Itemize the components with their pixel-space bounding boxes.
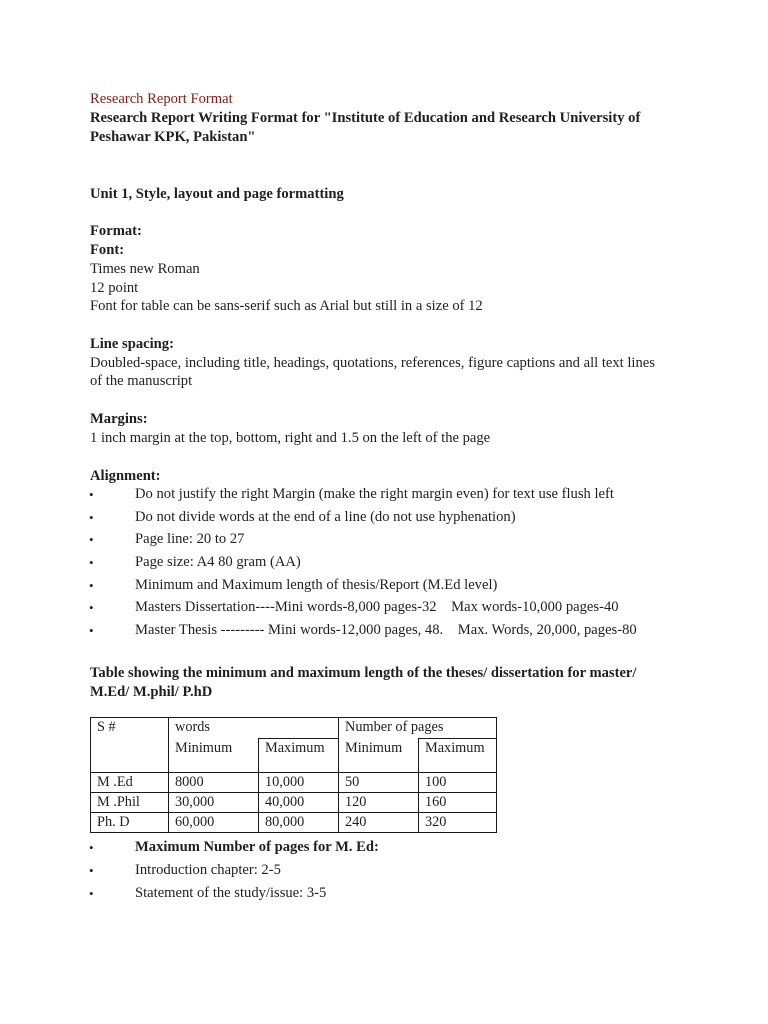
bullet-icon: •: [89, 623, 94, 638]
bullet-icon: •: [89, 532, 94, 547]
list-item: Page line: 20 to 27: [135, 531, 245, 547]
table-subheader-cell: Maximum: [419, 739, 497, 773]
unit-heading: Unit 1, Style, layout and page formatting: [90, 186, 344, 202]
document-title-line-2: Peshawar KPK, Pakistan": [90, 129, 256, 145]
list-item: Page size: A4 80 gram (AA): [135, 554, 301, 570]
table-row: [91, 773, 497, 793]
bullet-icon: •: [89, 886, 94, 901]
bullet-icon: •: [89, 510, 94, 525]
table-row: [91, 813, 497, 833]
table-subheader-cell: Minimum: [339, 739, 419, 773]
document-heading: Research Report Format: [90, 91, 233, 107]
font-line: Times new Roman: [90, 261, 200, 277]
table-cell: 40,000: [259, 793, 339, 813]
table-cell: 8000: [169, 773, 259, 793]
table-subheader-cell: Maximum: [259, 739, 339, 773]
list-item: Do not divide words at the end of a line (do not use hyphenation): [135, 509, 516, 525]
list-item: Masters Dissertation----Mini words-8,000 pages-32 Max words-10,000 pages-40: [135, 599, 619, 615]
table-cell: 240: [339, 813, 419, 833]
list-item: Introduction chapter: 2-5: [135, 862, 281, 878]
font-line: 12 point: [90, 280, 139, 296]
table-row: [91, 793, 497, 813]
list-item: Minimum and Maximum length of thesis/Report (M.Ed level): [135, 577, 498, 593]
list-item: Do not justify the right Margin (make the right margin even) for text use flush left: [135, 486, 614, 502]
table-cell: 100: [419, 773, 497, 793]
bullet-icon: •: [89, 555, 94, 570]
table-caption-line-2: M.Ed/ M.phil/ P.hD: [90, 684, 213, 700]
table-cell: 10,000: [259, 773, 339, 793]
table-cell: 50: [339, 773, 419, 793]
table-cell: 320: [419, 813, 497, 833]
document-title-line-1: Research Report Writing Format for "Institute of Education and Research University of: [90, 110, 641, 126]
bullet-icon: •: [89, 487, 94, 502]
alignment-label: Alignment:: [90, 468, 161, 484]
table-cell: Ph. D: [91, 813, 169, 833]
line-spacing-text: Doubled-space, including title, headings, quotations, references, figure captions and all text lines: [90, 355, 655, 371]
table-caption-line-1: Table showing the minimum and maximum length of the theses/ dissertation for master/: [90, 665, 637, 681]
list-item: Master Thesis --------- Mini words-12,000 pages, 48. Max. Words, 20,000, pages-80: [135, 622, 637, 638]
length-table: [90, 717, 497, 833]
table-subheader-cell: Minimum: [169, 739, 259, 773]
table-cell: 160: [419, 793, 497, 813]
table-cell: 30,000: [169, 793, 259, 813]
table-header-row: [91, 718, 497, 739]
line-spacing-text: of the manuscript: [90, 373, 193, 389]
table-cell: M .Phil: [91, 793, 169, 813]
font-label: Font:: [90, 242, 125, 258]
font-line: Font for table can be sans-serif such as Arial but still in a size of 12: [90, 298, 483, 314]
bullet-icon: •: [89, 840, 94, 855]
format-label: Format:: [90, 223, 142, 239]
list-item: Maximum Number of pages for M. Ed:: [135, 839, 379, 855]
bullet-icon: •: [89, 600, 94, 615]
margins-label: Margins:: [90, 411, 148, 427]
bullet-icon: •: [89, 578, 94, 593]
list-item: Statement of the study/issue: 3-5: [135, 885, 327, 901]
table-cell: 60,000: [169, 813, 259, 833]
table-cell: 80,000: [259, 813, 339, 833]
bullet-icon: •: [89, 863, 94, 878]
table-header-cell: S #: [91, 718, 169, 773]
margins-text: 1 inch margin at the top, bottom, right and 1.5 on the left of the page: [90, 430, 491, 446]
table-header-cell: Number of pages: [339, 718, 497, 739]
table-header-cell: words: [169, 718, 339, 739]
table-cell: M .Ed: [91, 773, 169, 793]
table-cell: 120: [339, 793, 419, 813]
line-spacing-label: Line spacing:: [90, 336, 174, 352]
